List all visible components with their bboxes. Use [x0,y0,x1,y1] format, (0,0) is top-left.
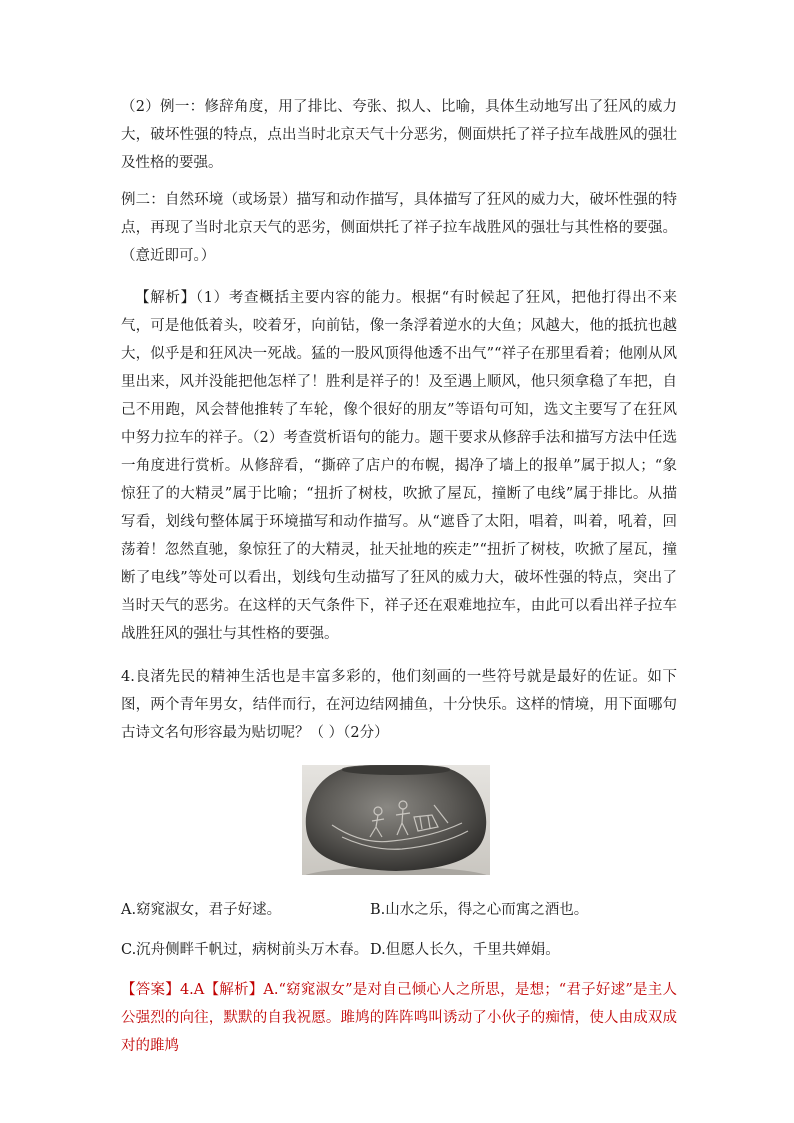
option-d: D.但愿人长久，千里共婵娟。 [370,942,560,958]
answer4-paragraph [121,976,677,1060]
option-a: A.窈窕淑女，君子好逑。 [121,902,282,918]
analysis-text: （1）考查概括主要内容的能力。根据“有时候起了狂风，把他打得出不来气，可是他低着头，咬着牙，向前钻，像一条浮着逆水的大鱼；风越大，他的抵抗也越大，似乎是和狂风决一死战。猛的一股风顶得他透不出气”“祥子在那里看着；他刚从风里出来，风并没能把他怎样了！胜利是祥子的！及至遇上顺风，他只须拿稳了车把，自己不用跑，风会替他推转了车轮，像个很好的朋友”等语句可知，选文主要写了在狂风中努力拉车的祥子。（2）考查赏析语句的能力。题干要求从修辞手法和描写方法中任选一角度进行赏析。从修辞看，“撕碎了店户的布幌，揭净了墙上的报单”属于拟人；“象惊狂了的大精灵”属于比喻；“扭折了树枝，吹掀了屋瓦，撞断了电线”属于排比。从描写看，划线句整体属于环境描写和动作描写。从“遮昏了太阳，唱着，叫着，吼着，回荡着！忽然直驰，象惊狂了的大精灵，扯天扯地的疾走”“扭折了树枝，吹掀了屋瓦，撞断了电线”等处可以看出，划线句生动描写了狂风的威力大，破坏性强的特点，突出了当时天气的恶劣。在这样的天气条件下，祥子还在艰难地拉车，由此可以看出祥子拉车战胜狂风的强壮与其性格的要强。 [121,290,678,642]
analysis-label: 【解析】 [135,290,196,306]
answer4-text: 4.A【解析】A.“窈窕淑女”是对自己倾心人之所思，是想；“君子好逑”是主人公强烈的向往，默默的自我祝愿。雎鸠的阵阵鸣叫诱动了小伙子的痴情，使人由成双成对的雎鸠 [121,982,678,1054]
part2-example1: （2）例一：修辞角度，用了排比、夸张、拟人、比喻，具体生动地写出了狂风的威力大，破坏性强的特点，点出当时北京天气十分恶劣，侧面烘托了祥子拉车战胜风的强壮及性格的要强。 [121,99,677,171]
part2-example2: 例二：自然环境（或场景）描写和动作描写，具体描写了狂风的威力大，破坏性强的特点，再现了当时北京天气的恶劣，侧面烘托了祥子拉车战胜风的强壮与其性格的要强。（意近即可。） [121,192,677,264]
pottery-photo [302,765,490,875]
option-b: B.山水之乐，得之心而寓之酒也。 [370,902,589,918]
pottery-vessel-illustration [302,765,490,875]
pot-body [306,765,486,871]
question4-stem: 4.良渚先民的精神生活也是丰富多彩的，他们刻画的一些符号就是最好的佐证。如下图，两个青年男女，结伴而行，在河边结网捕鱼，十分快乐。这样的情境，用下面哪句古诗文名句形容最为贴切呢？（ ）（2分） [121,669,677,741]
analysis-paragraph [121,284,677,648]
answer4-label: 【答案】 [121,982,180,998]
option-c: C.沉舟侧畔千帆过，病树前头万木春。 [121,942,369,958]
pot-neck [342,765,450,775]
